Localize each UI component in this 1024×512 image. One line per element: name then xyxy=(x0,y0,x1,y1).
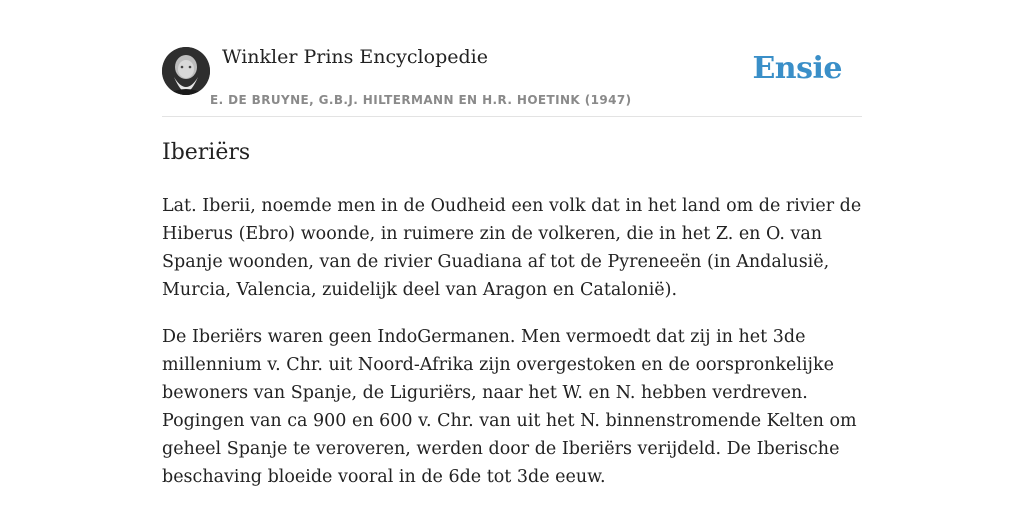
article-title: Iberiërs xyxy=(162,140,251,165)
article-paragraph: Lat. Iberii, noemde men in de Oudheid een volk dat in het land om de rivier de Hiberus (Ebro) woonde, in ruimere zin de volkeren, die in het Z. en O. van Spanje woonden, van de rivier Guadiana af tot de Pyreneeën (in Andalusië, Murcia, Valencia, zuidelijk deel van Aragon en Catalonië). xyxy=(162,196,862,300)
author-portrait-icon[interactable] xyxy=(162,47,210,95)
source-header xyxy=(162,46,862,117)
article-paragraph: De Iberiërs waren geen IndoGermanen. Men vermoedt dat zij in het 3de millennium v. Chr. uit Noord-Afrika zijn overgestoken en de oorspronkelijke bewoners van Spanje, de Liguriërs, naar het W. en N. hebben verdreven. Pogingen van ca 900 en 600 v. Chr. van uit het N. binnenstromende Kelten om geheel Spanje te veroveren, werden door de Iberiërs verijdeld. De Iberische beschaving bloeide vooral in de 6de tot 3de eeuw. xyxy=(162,327,857,487)
ensie-logo[interactable]: Ensie xyxy=(752,51,842,86)
source-title[interactable]: Winkler Prins Encyclopedie xyxy=(222,46,488,68)
article-body xyxy=(162,192,862,510)
source-authors: E. DE BRUYNE, G.B.J. HILTERMANN EN H.R. HOETINK (1947) xyxy=(210,93,632,107)
